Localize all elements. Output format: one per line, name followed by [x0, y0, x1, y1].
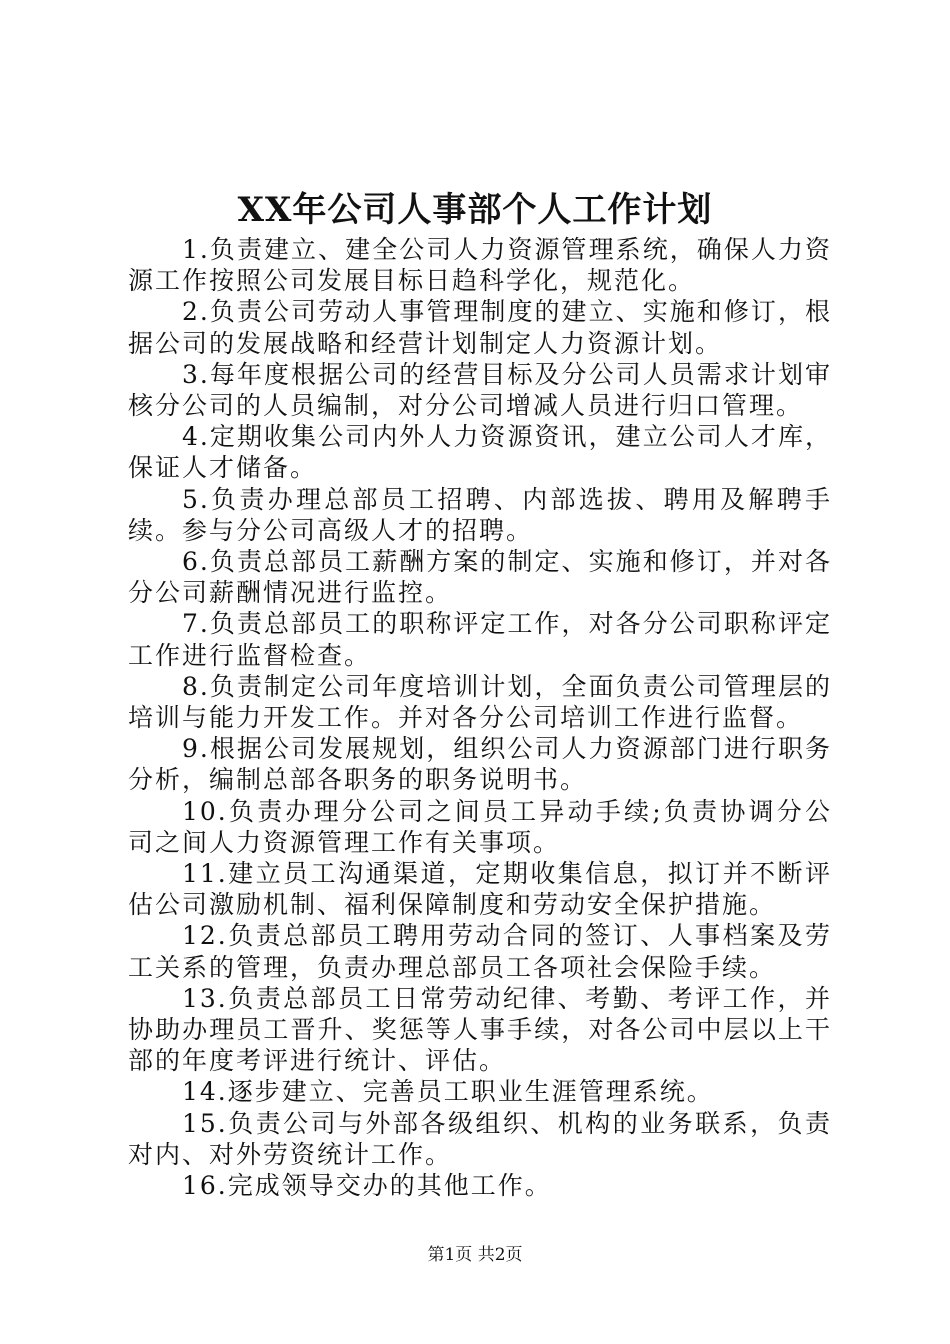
paragraph-12: 12.负责总部员工聘用劳动合同的签订、人事档案及劳工关系的管理，负责办理总部员工各项社会保险手续。	[128, 921, 832, 982]
paragraph-4: 4.定期收集公司内外人力资源资讯，建立公司人才库，保证人才储备。	[128, 422, 832, 483]
paragraph-6: 6.负责总部员工薪酬方案的制定、实施和修订，并对各分公司薪酬情况进行监控。	[128, 547, 832, 608]
paragraph-5: 5.负责办理总部员工招聘、内部选拔、聘用及解聘手续。参与分公司高级人才的招聘。	[128, 484, 832, 545]
paragraph-1: 1.负责建立、建全公司人力资源管理系统，确保人力资源工作按照公司发展目标日趋科学化，规范化。	[128, 235, 832, 296]
paragraph-15: 15.负责公司与外部各级组织、机构的业务联系，负责对内、对外劳资统计工作。	[128, 1108, 832, 1169]
paragraph-8: 8.负责制定公司年度培训计划，全面负责公司管理层的培训与能力开发工作。并对各分公司培训工作进行监督。	[128, 671, 832, 733]
paragraph-3: 3.每年度根据公司的经营目标及分公司人员需求计划审核分公司的人员编制，对分公司增减人员进行归口管理。	[128, 359, 832, 421]
paragraph-10: 10.负责办理分公司之间员工异动手续;负责协调分公司之间人力资源管理工作有关事项。	[128, 796, 832, 857]
paragraph-14: 14.逐步建立、完善员工职业生涯管理系统。	[182, 1077, 714, 1107]
paragraph-11: 11.建立员工沟通渠道，定期收集信息，拟订并不断评估公司激励机制、福利保障制度和劳动安全保护措施。	[128, 859, 832, 920]
paragraph-13: 13.负责总部员工日常劳动纪律、考勤、考评工作，并协助办理员工晋升、奖惩等人事手续，对各公司中层以上干部的年度考评进行统计、评估。	[128, 983, 832, 1076]
paragraph-7: 7.负责总部员工的职称评定工作，对各分公司职称评定工作进行监督检查。	[128, 609, 832, 670]
page-footer: 第1页 共2页	[427, 1245, 523, 1265]
paragraph-2: 2.负责公司劳动人事管理制度的建立、实施和修订，根据公司的发展战略和经营计划制定人力资源计划。	[128, 297, 832, 358]
document-body	[128, 234, 832, 1201]
paragraph-16: 16.完成领导交办的其他工作。	[182, 1171, 552, 1201]
document-title: XX年公司人事部个人工作计划	[237, 190, 713, 230]
paragraph-9: 9.根据公司发展规划，组织公司人力资源部门进行职务分析，编制总部各职务的职务说明书。	[128, 734, 832, 795]
